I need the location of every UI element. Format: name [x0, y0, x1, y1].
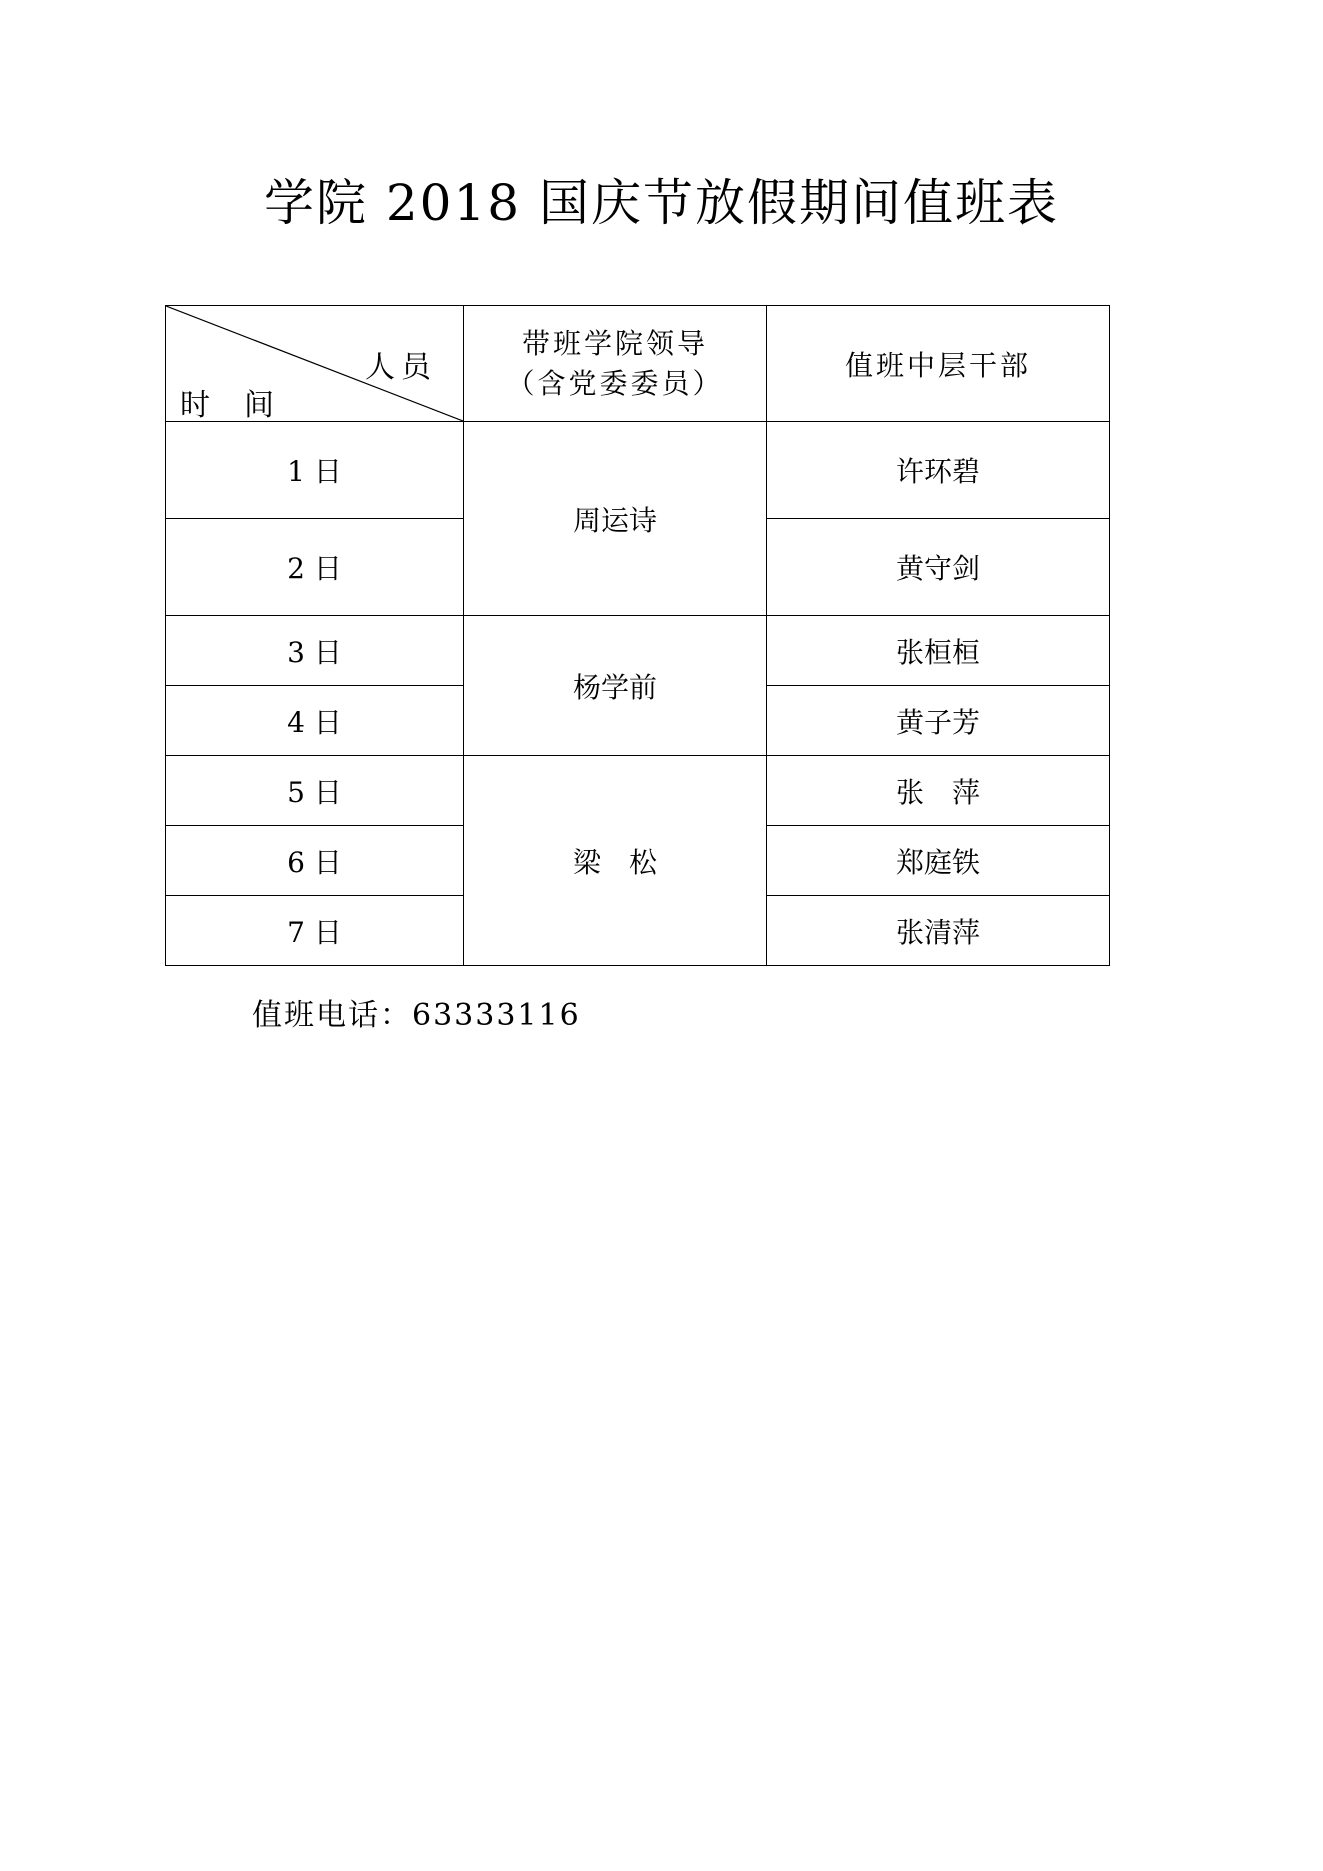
header-time-label: 时 间 [180, 388, 276, 423]
staff-cell: 许环碧 [767, 422, 1110, 519]
header-staff-cell: 值班中层干部 [767, 306, 1110, 422]
header-leader-cell [464, 306, 767, 422]
table-header-row [166, 306, 1110, 422]
header-personnel-label: 人员 [365, 350, 437, 385]
day-cell: 6 日 [166, 826, 464, 896]
staff-cell: 黄守剑 [767, 519, 1110, 616]
day-cell: 3 日 [166, 616, 464, 686]
staff-cell: 张 萍 [767, 756, 1110, 826]
leader-cell: 梁 松 [464, 756, 767, 966]
leader-cell: 周运诗 [464, 422, 767, 616]
table-row [166, 756, 1110, 826]
page-title: 学院 2018 国庆节放假期间值班表 [263, 174, 1060, 232]
table-row [166, 422, 1110, 519]
staff-cell: 黄子芳 [767, 686, 1110, 756]
staff-cell: 郑庭铁 [767, 826, 1110, 896]
header-leader-line2: （含党委委员） [506, 366, 724, 400]
day-cell: 4 日 [166, 686, 464, 756]
header-diagonal-cell [166, 306, 464, 422]
header-leader-line1: 带班学院领导 [521, 326, 708, 360]
staff-cell: 张清萍 [767, 896, 1110, 966]
table-row [166, 616, 1110, 686]
day-cell: 2 日 [166, 519, 464, 616]
day-cell: 1 日 [166, 422, 464, 519]
duty-schedule-table [165, 305, 1110, 966]
leader-cell: 杨学前 [464, 616, 767, 756]
day-cell: 7 日 [166, 896, 464, 966]
duty-phone-note: 值班电话：63333116 [252, 998, 581, 1033]
day-cell: 5 日 [166, 756, 464, 826]
staff-cell: 张桓桓 [767, 616, 1110, 686]
